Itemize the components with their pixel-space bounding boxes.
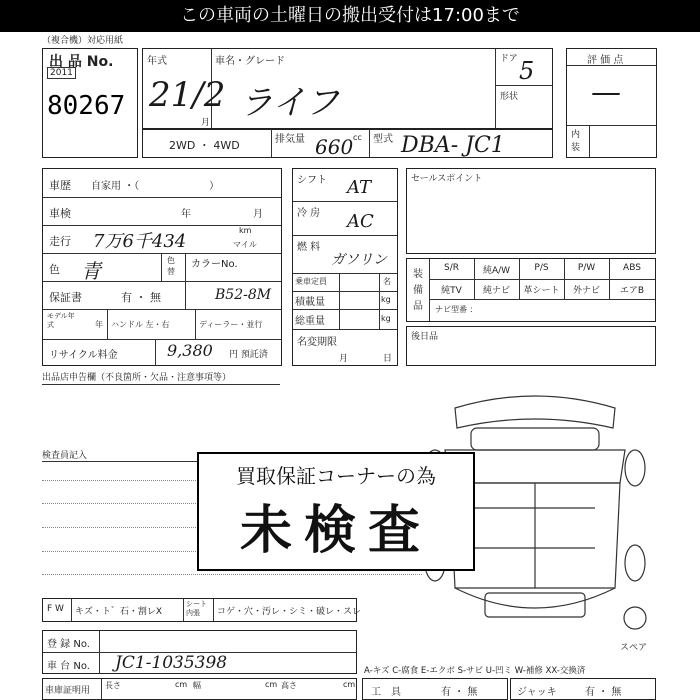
fw-text: キズ・ト゛石・割レX bbox=[75, 607, 162, 617]
width-label: 幅 bbox=[193, 681, 201, 690]
spec-column-box bbox=[292, 168, 398, 366]
model-year-unit: 月 bbox=[201, 118, 211, 128]
later-items-label: 後日品 bbox=[411, 332, 439, 342]
equipment-box bbox=[406, 258, 656, 322]
model-row-year-unit: 年 bbox=[95, 320, 103, 329]
model-row-label: モデル年式 bbox=[47, 312, 75, 329]
registration-box bbox=[42, 630, 357, 674]
fw-seat-row bbox=[42, 598, 362, 622]
color-no-label: カラーNo. bbox=[191, 259, 238, 270]
capacity-unit: 名 bbox=[383, 277, 391, 286]
displacement-value: 660 bbox=[315, 135, 354, 159]
history-value: 自家用 ・（ ） bbox=[91, 181, 220, 192]
inspection-label: 車検 bbox=[49, 207, 71, 220]
history-label: 車歴 bbox=[49, 179, 71, 192]
warranty-label: 保証書 bbox=[49, 291, 82, 304]
equip-tv: 純TV bbox=[441, 286, 462, 296]
evaluation-value: — bbox=[591, 75, 621, 110]
garage-cert-label: 車庫証明用 bbox=[45, 686, 91, 696]
import-label: ディーラー・並行 bbox=[199, 320, 263, 329]
shift-value: AT bbox=[347, 177, 372, 198]
car-name-value: ライフ bbox=[239, 83, 339, 123]
seat-label: シート内張 bbox=[186, 600, 207, 617]
capacity-label: 乗車定員 bbox=[295, 277, 327, 286]
model-code-label: 型式 bbox=[373, 134, 393, 145]
doors-value: 5 bbox=[519, 57, 535, 85]
model-year-value: 21/2 bbox=[149, 75, 226, 115]
model-year-label: 年式 bbox=[147, 56, 167, 67]
chassis-label: 車 台 No. bbox=[47, 661, 90, 672]
handle-label: ハンドル 左・右 bbox=[111, 320, 170, 329]
damage-legend: A-キズ C-腐食 E-エクボ S-サビ U-凹ミ W-補修 XX-交換済 bbox=[364, 666, 586, 676]
lot-number: 80267 bbox=[47, 91, 126, 121]
later-items-box bbox=[406, 326, 656, 366]
displacement-unit: cc bbox=[353, 133, 362, 142]
height-unit: cm bbox=[343, 680, 356, 689]
equip-airbag: エアB bbox=[619, 286, 645, 296]
sales-point-box bbox=[406, 168, 656, 254]
seat-text: コゲ・穴・汚レ・シミ・破レ・スレ bbox=[217, 607, 362, 617]
spare-label: スペア bbox=[620, 643, 648, 653]
equip-sr: S/R bbox=[444, 263, 459, 273]
recycle-value: 9,380 bbox=[167, 341, 213, 360]
tools-value: 有 ・ 無 bbox=[441, 687, 478, 698]
lot-box bbox=[42, 48, 138, 158]
color-value: 青 bbox=[81, 259, 101, 283]
jack-box bbox=[510, 678, 656, 700]
navi-model-label: ナビ型番 ： bbox=[435, 305, 478, 314]
stamp-line1: 買取保証コーナーの為 bbox=[236, 464, 436, 488]
recycle-unit: 円 預託済 bbox=[229, 350, 268, 360]
equip-navi: 純ナビ bbox=[482, 286, 510, 296]
drive-type: 2WD ・ 4WD bbox=[169, 139, 240, 152]
model-code-value: DBA- JC1 bbox=[401, 133, 505, 158]
fuel-value: ガソリン bbox=[331, 252, 387, 268]
evaluation-box bbox=[566, 48, 657, 158]
shift-label: シフト bbox=[297, 175, 327, 186]
saturday-pickup-banner: この車両の土曜日の搬出受付は17:00まで bbox=[0, 0, 700, 32]
equip-ext-navi: 外ナビ bbox=[572, 286, 600, 296]
spec-row-box bbox=[142, 128, 553, 158]
tools-label: 工 具 bbox=[371, 687, 401, 698]
dealer-notes-label: 出品店申告欄（不良箇所・欠品・注意事項等） bbox=[42, 373, 232, 383]
equip-aw: 純A/W bbox=[482, 266, 511, 276]
inspection-year-unit: 年 bbox=[181, 209, 191, 220]
tools-box bbox=[362, 678, 508, 700]
gross-unit: kg bbox=[381, 314, 391, 323]
inspector-label: 検査員記入 bbox=[42, 451, 88, 461]
gross-label: 総重量 bbox=[295, 316, 325, 327]
registration-label: 登 録 No. bbox=[47, 639, 90, 650]
name-change-label: 名変期限 bbox=[297, 337, 337, 348]
color-change-label: 色替 bbox=[167, 256, 175, 276]
jack-label: ジャッキ bbox=[517, 687, 557, 698]
chassis-value: JC1-1035398 bbox=[115, 653, 228, 673]
lot-label: 出 品 No. bbox=[49, 54, 114, 70]
car-name-label: 車名・グレード bbox=[215, 56, 285, 67]
color-label: 色 bbox=[49, 263, 60, 276]
inspection-month-unit: 月 bbox=[253, 209, 263, 220]
unchecked-stamp bbox=[197, 452, 475, 571]
equip-abs: ABS bbox=[623, 263, 641, 273]
recycle-label: リサイクル料金 bbox=[49, 350, 118, 361]
length-label: 長さ bbox=[105, 681, 121, 690]
interior-label: 内装 bbox=[571, 130, 581, 153]
header-strip: （複合機）対応用紙 bbox=[42, 36, 124, 46]
ac-label: 冷 房 bbox=[297, 208, 321, 219]
fuel-label: 燃 料 bbox=[297, 242, 321, 253]
fw-label: F W bbox=[47, 604, 64, 614]
detail-box bbox=[42, 168, 282, 366]
mileage-label: 走行 bbox=[49, 235, 71, 248]
stamp-line2: 未検査 bbox=[239, 501, 432, 561]
ac-value: AC bbox=[347, 211, 374, 232]
jack-value: 有 ・ 無 bbox=[585, 687, 622, 698]
mileage-unit-mile: マイル bbox=[233, 240, 257, 249]
height-label: 高さ bbox=[281, 681, 297, 690]
warranty-value: 有 ・ 無 bbox=[121, 291, 161, 304]
equip-leather: 革シート bbox=[523, 286, 560, 296]
width-unit: cm bbox=[265, 680, 278, 689]
main-info-box bbox=[142, 48, 553, 130]
evaluation-label: 評 価 点 bbox=[587, 55, 624, 66]
mileage-unit-km: km bbox=[239, 226, 252, 235]
lot-year: 2011 bbox=[47, 67, 76, 79]
mileage-value: 7万6千434 bbox=[93, 231, 187, 252]
shape-label: 形状 bbox=[500, 92, 519, 102]
garage-cert-row bbox=[42, 678, 357, 700]
color-no-value: B52-8M bbox=[215, 287, 272, 303]
load-label: 積載量 bbox=[295, 297, 325, 308]
doors-label: ドア bbox=[500, 54, 518, 64]
name-change-month: 月 bbox=[339, 354, 349, 364]
displacement-label: 排気量 bbox=[275, 134, 305, 145]
length-unit: cm bbox=[175, 680, 188, 689]
equipment-label: 装備品 bbox=[413, 269, 423, 312]
equip-pw: P/W bbox=[577, 263, 596, 273]
name-change-day: 日 bbox=[383, 354, 393, 364]
equip-ps: P/S bbox=[534, 263, 549, 273]
load-unit: kg bbox=[381, 295, 391, 304]
sales-point-label: セールスポイント bbox=[411, 174, 483, 184]
